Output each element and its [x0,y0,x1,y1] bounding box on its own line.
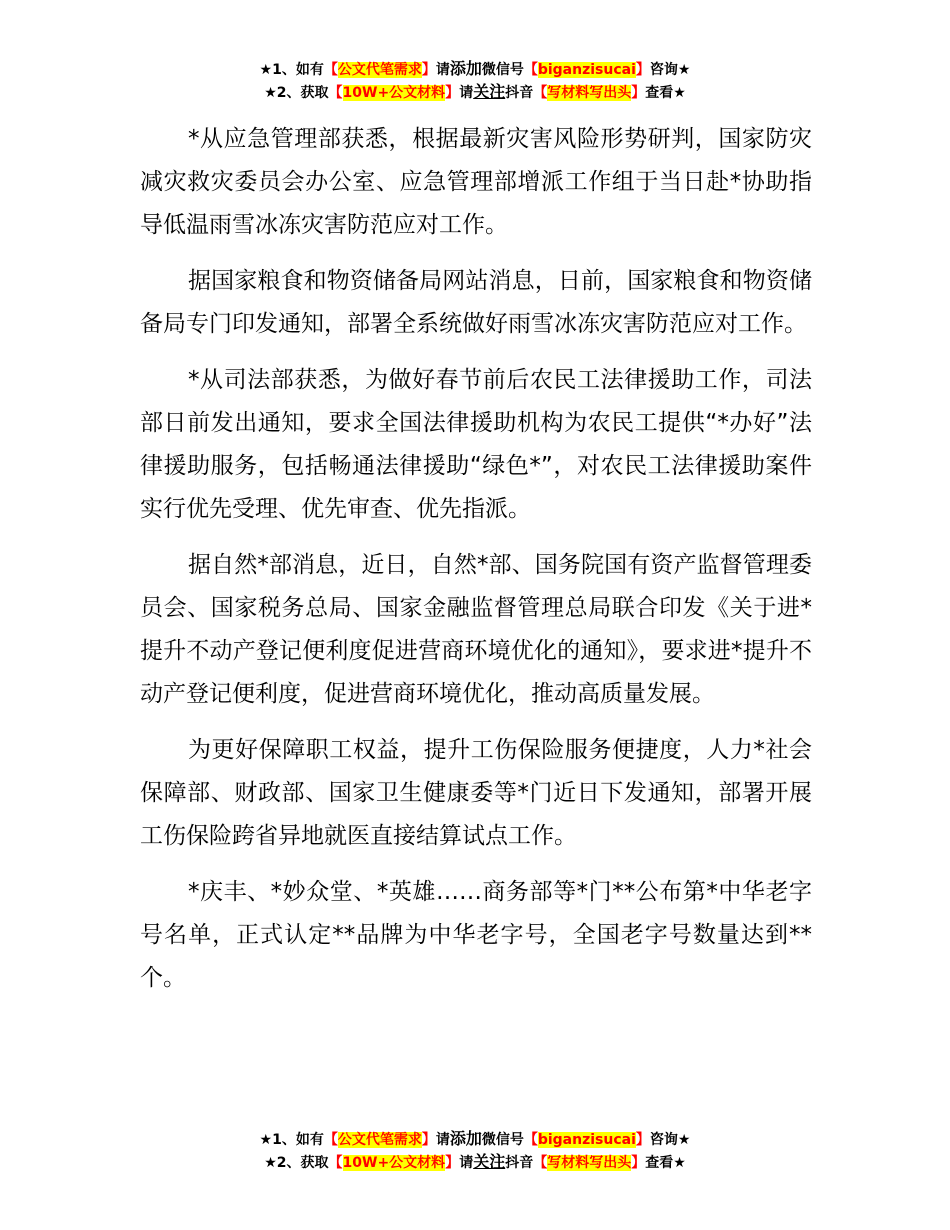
bracket-close: 】 [421,1132,436,1148]
banner-text: 请 [459,1155,474,1171]
paragraph: 据自然*部消息，近日，自然*部、国务院国有资产监督管理委员会、国家税务总局、国家金融监督管理总局联合印发《关于进*提升不动产登记便利度促进营商环境优化的通知》，要求进*提升不动产登记便利度，促进营商环境优化，推动高质量发展。 [140,552,812,707]
banner-highlight-wechat-id: biganzisucai [537,1132,636,1148]
banner-highlight-materials: 10W+公文材料 [342,85,446,101]
banner-highlight-service: 公文代笔需求 [337,1132,422,1148]
bracket-close: 】 [631,85,646,101]
bracket-close: 】 [445,85,460,101]
document-body [140,118,812,1013]
banner-text: 请 [435,1132,450,1148]
bracket-open: 【 [328,1155,343,1171]
header-line-1 [0,58,950,81]
footer-line-1 [0,1128,950,1151]
banner-prefix: ★1、如有 [259,62,324,78]
bracket-close: 】 [445,1155,460,1171]
bracket-open: 【 [323,1132,338,1148]
paragraph: *从司法部获悉，为做好春节前后农民工法律援助工作，司法部日前发出通知，要求全国法律援助机构为农民工提供“*办好”法律援助服务，包括畅通法律援助“绿色*”，对农民工法律援助案件实行优先受理、优先审查、优先指派。 [140,367,812,522]
banner-highlight-douyin-account: 写材料写出头 [547,1155,632,1171]
paragraph: *庆丰、*妙众堂、*英雄……商务部等*门**公布第*中华老字号名单，正式认定**品牌为中华老字号，全国老字号数量达到**个。 [140,879,813,991]
banner-emphasis: 关注 [473,82,506,101]
header-banner [0,58,950,104]
banner-suffix: 咨询★ [649,62,691,78]
banner-emphasis: 添加 [449,59,482,78]
bracket-open: 【 [523,62,538,78]
banner-text: 抖音 [505,85,534,101]
bracket-open: 【 [328,85,343,101]
banner-highlight-service: 公文代笔需求 [337,62,422,78]
banner-prefix: ★2、获取 [264,1155,329,1171]
bracket-open: 【 [533,1155,548,1171]
banner-text: 抖音 [505,1155,534,1171]
paragraph: 为更好保障职工权益，提升工伤保险服务便捷度，人力*社会保障部、财政部、国家卫生健康委等*门近日下发通知，部署开展工伤保险跨省异地就医直接结算试点工作。 [140,737,812,849]
bracket-close: 】 [635,62,650,78]
banner-text: 请 [459,85,474,101]
bracket-close: 】 [421,62,436,78]
banner-prefix: ★2、获取 [264,85,329,101]
banner-text: 微信号 [481,62,524,78]
banner-prefix: ★1、如有 [259,1132,324,1148]
bracket-close: 】 [635,1132,650,1148]
banner-highlight-materials: 10W+公文材料 [342,1155,446,1171]
footer-line-2 [0,1151,950,1174]
bracket-open: 【 [533,85,548,101]
banner-emphasis: 添加 [449,1129,482,1148]
banner-highlight-wechat-id: biganzisucai [537,62,636,78]
header-line-2 [0,81,950,104]
banner-text: 微信号 [481,1132,524,1148]
banner-suffix: 查看★ [645,1155,686,1171]
banner-highlight-douyin-account: 写材料写出头 [547,85,632,101]
paragraph: *从应急管理部获悉，根据最新灾害风险形势研判，国家防灾减灾救灾委员会办公室、应急管理部增派工作组于当日赴*协助指导低温雨雪冰冻灾害防范应对工作。 [140,126,812,238]
banner-suffix: 查看★ [645,85,686,101]
bracket-close: 】 [631,1155,646,1171]
footer-banner [0,1128,950,1174]
bracket-open: 【 [523,1132,538,1148]
banner-text: 请 [435,62,450,78]
banner-suffix: 咨询★ [649,1132,691,1148]
banner-emphasis: 关注 [473,1152,506,1171]
paragraph: 据国家粮食和物资储备局网站消息，日前，国家粮食和物资储备局专门印发通知，部署全系统做好雨雪冰冻灾害防范应对工作。 [140,268,812,337]
bracket-open: 【 [323,62,338,78]
